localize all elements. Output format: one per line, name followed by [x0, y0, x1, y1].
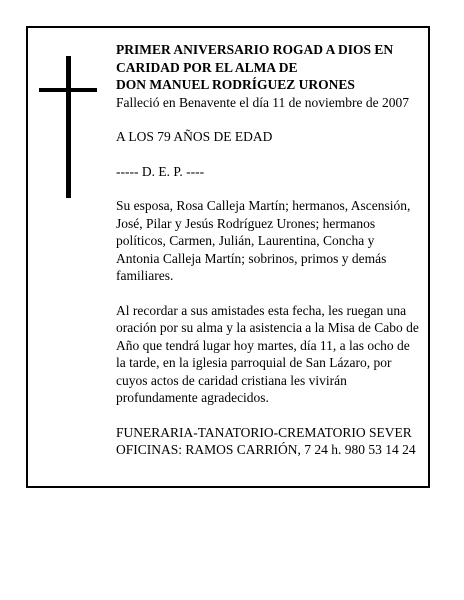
dep-line: ----- D. E. P. ----: [116, 163, 205, 179]
cross-vertical-bar: [66, 56, 71, 198]
cross-icon: [39, 56, 97, 198]
funeral-home-line-2: OFICINAS: RAMOS CARRIÓN, 7 24 h. 980 53 14 24: [116, 442, 416, 457]
obituary-notice: [26, 26, 430, 488]
family-paragraph: Su esposa, Rosa Calleja Martín; hermanos, Ascensión, José, Pilar y Jesús Rodríguez Urones; hermanos políticos, Carmen, Julián, Laurentina, Concha y Antonia Calleja Martín; sobrinos, primos y demás familiares.: [116, 198, 411, 283]
death-info: Falleció en Benavente el día 11 de noviembre de 2007: [116, 94, 410, 110]
cross-horizontal-bar: [39, 88, 97, 92]
deceased-name: DON MANUEL RODRÍGUEZ URONES: [116, 77, 355, 92]
mass-paragraph: Al recordar a sus amistades esta fecha, les ruegan una oración por su alma y la asistencia a la Misa de Cabo de Año que tendrá lugar hoy martes, día 11, a las ocho de la tarde, en la iglesia parroquial de San Lázaro, por cuyos actos de caridad cristiana les vivirán profundamente agradecidos.: [116, 302, 419, 405]
age-line: A LOS 79 AÑOS DE EDAD: [116, 129, 273, 144]
notice-text: [116, 41, 420, 459]
funeral-home-line-1: FUNERARIA-TANATORIO-CREMATORIO SEVER: [116, 424, 412, 440]
heading-line-2: CARIDAD POR EL ALMA DE: [116, 59, 298, 75]
heading-line-1: PRIMER ANIVERSARIO ROGAD A DIOS EN: [116, 42, 394, 57]
